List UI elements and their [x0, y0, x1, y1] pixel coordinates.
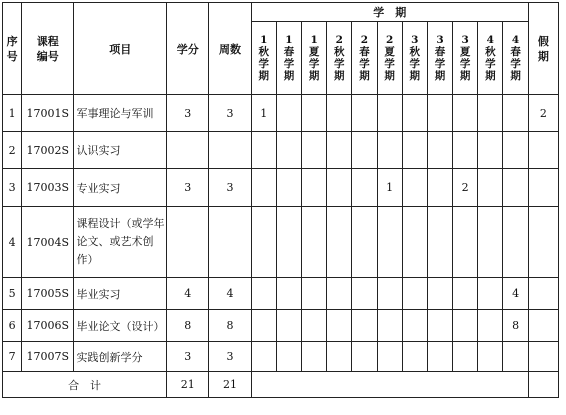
row-project: 课程设计（或学年论文、或艺术创作）	[74, 207, 167, 278]
row-vacation	[528, 310, 558, 342]
seq-header	[3, 3, 22, 95]
row-code: 17002S	[22, 132, 74, 169]
row-weeks: 3	[209, 342, 251, 372]
row-term-5	[352, 342, 377, 372]
row-term-7	[402, 310, 427, 342]
row-credit: 3	[167, 95, 209, 132]
row-code: 17005S	[22, 278, 74, 310]
total-credit: 21	[167, 372, 209, 398]
row-term-9	[453, 278, 478, 310]
term-header-char: 期	[359, 70, 370, 82]
row-term-5	[352, 169, 377, 207]
total-terms-empty	[251, 372, 528, 398]
table-row	[3, 310, 559, 342]
total-label: 合 计	[3, 372, 167, 398]
row-code: 17004S	[22, 207, 74, 278]
row-code: 17006S	[22, 310, 74, 342]
row-term-4	[327, 132, 352, 169]
row-code: 17001S	[22, 95, 74, 132]
code-header-line2: 编号	[36, 49, 59, 63]
row-term-7	[402, 169, 427, 207]
row-term-10	[478, 342, 503, 372]
row-term-9: 2	[453, 169, 478, 207]
row-term-7	[402, 342, 427, 372]
row-credit	[167, 132, 209, 169]
term-header-char: 春	[510, 46, 521, 58]
row-term-6	[377, 207, 402, 278]
row-term-7	[402, 278, 427, 310]
credit-header: 学分	[167, 3, 209, 95]
row-code: 17007S	[22, 342, 74, 372]
row-term-6	[377, 310, 402, 342]
row-term-3	[302, 169, 327, 207]
row-term-11: 4	[503, 278, 528, 310]
row-term-3	[302, 207, 327, 278]
row-term-11	[503, 342, 528, 372]
row-term-9	[453, 342, 478, 372]
row-term-10	[478, 169, 503, 207]
row-term-5	[352, 278, 377, 310]
term-header-9	[453, 22, 478, 95]
total-weeks: 21	[209, 372, 251, 398]
term-header-char: 学	[359, 58, 370, 70]
vacation-header	[528, 3, 558, 95]
row-term-2	[276, 278, 301, 310]
term-header-char: 1	[260, 34, 268, 46]
table-row	[3, 132, 559, 169]
term-header-char: 秋	[485, 46, 496, 58]
table-row	[3, 342, 559, 372]
term-header-char: 学	[258, 58, 270, 70]
row-term-3	[302, 95, 327, 132]
row-term-11: 8	[503, 310, 528, 342]
schedule-table-container	[2, 2, 559, 398]
term-header-char: 秋	[258, 46, 270, 58]
row-term-3	[302, 310, 327, 342]
row-term-4	[327, 342, 352, 372]
row-weeks: 3	[209, 169, 251, 207]
row-weeks: 8	[209, 310, 251, 342]
row-term-4	[327, 95, 352, 132]
row-vacation: 2	[528, 95, 558, 132]
row-term-11	[503, 95, 528, 132]
table-header	[3, 3, 559, 95]
term-header-char: 夏	[384, 46, 395, 58]
term-header-char: 期	[283, 70, 295, 82]
row-term-4	[327, 207, 352, 278]
row-seq: 3	[3, 169, 22, 207]
term-header-char: 期	[384, 70, 395, 82]
term-header-8	[427, 22, 452, 95]
term-header-5	[352, 22, 377, 95]
vacation-header-line2: 期	[537, 49, 549, 63]
table-row	[3, 207, 559, 278]
row-term-2	[276, 132, 301, 169]
total-vacation-empty	[528, 372, 558, 398]
row-credit: 3	[167, 169, 209, 207]
row-term-3	[302, 278, 327, 310]
row-term-9	[453, 95, 478, 132]
row-vacation	[528, 342, 558, 372]
row-term-5	[352, 310, 377, 342]
row-project: 军事理论与军训	[74, 95, 167, 132]
row-seq: 1	[3, 95, 22, 132]
row-seq: 4	[3, 207, 22, 278]
term-header-char: 期	[308, 70, 320, 82]
row-term-5	[352, 207, 377, 278]
term-header-char: 秋	[334, 46, 345, 58]
row-term-8	[427, 132, 452, 169]
total-row	[3, 372, 559, 398]
row-weeks	[209, 207, 251, 278]
row-term-6	[377, 95, 402, 132]
row-term-8	[427, 342, 452, 372]
term-header-char: 夏	[308, 46, 320, 58]
row-seq: 6	[3, 310, 22, 342]
weeks-header: 周数	[209, 3, 251, 95]
row-vacation	[528, 278, 558, 310]
term-header-char: 秋	[409, 46, 421, 58]
term-header-char: 期	[510, 70, 521, 82]
row-term-2	[276, 95, 301, 132]
term-header-char: 学	[283, 58, 295, 70]
term-header-char: 期	[459, 70, 471, 82]
row-vacation	[528, 169, 558, 207]
row-term-8	[427, 310, 452, 342]
term-header-char: 期	[258, 70, 270, 82]
term-header-char: 1	[310, 34, 318, 46]
term-header-char: 期	[485, 70, 496, 82]
row-term-2	[276, 342, 301, 372]
seq-header-line1: 序	[6, 34, 18, 48]
row-project: 毕业论文（设计）	[74, 310, 167, 342]
row-project: 认识实习	[74, 132, 167, 169]
row-credit: 4	[167, 278, 209, 310]
row-term-5	[352, 132, 377, 169]
row-project: 实践创新学分	[74, 342, 167, 372]
row-term-10	[478, 95, 503, 132]
code-header	[22, 3, 74, 95]
row-term-6	[377, 342, 402, 372]
term-header-char: 3	[461, 34, 469, 46]
term-header-char: 期	[409, 70, 421, 82]
row-term-10	[478, 132, 503, 169]
row-term-6	[377, 132, 402, 169]
term-header-char: 3	[411, 34, 419, 46]
row-term-9	[453, 207, 478, 278]
practice-schedule-table	[2, 2, 559, 398]
term-header-char: 学	[384, 58, 395, 70]
code-header-line1: 课程	[36, 34, 59, 48]
row-term-7	[402, 207, 427, 278]
row-term-1	[251, 278, 276, 310]
row-term-6	[377, 278, 402, 310]
term-header-char: 春	[434, 46, 446, 58]
project-header: 项目	[74, 3, 167, 95]
row-weeks	[209, 132, 251, 169]
row-term-10	[478, 310, 503, 342]
row-term-1	[251, 207, 276, 278]
table-row	[3, 278, 559, 310]
term-header-char: 2	[360, 34, 369, 46]
row-term-5	[352, 95, 377, 132]
row-credit	[167, 207, 209, 278]
row-term-4	[327, 169, 352, 207]
term-header-char: 4	[486, 34, 494, 46]
row-term-1: 1	[251, 95, 276, 132]
term-header-6	[377, 22, 402, 95]
vacation-header-line1: 假	[537, 34, 549, 48]
row-term-4	[327, 310, 352, 342]
row-seq: 5	[3, 278, 22, 310]
row-term-11	[503, 207, 528, 278]
term-header-11	[503, 22, 528, 95]
row-term-8	[427, 95, 452, 132]
row-term-8	[427, 169, 452, 207]
row-term-1	[251, 169, 276, 207]
row-seq: 2	[3, 132, 22, 169]
row-code: 17003S	[22, 169, 74, 207]
term-header-char: 2	[385, 34, 394, 46]
row-term-2	[276, 310, 301, 342]
table-row	[3, 169, 559, 207]
term-header-char: 夏	[459, 46, 471, 58]
term-header-3	[302, 22, 327, 95]
term-header-char: 春	[283, 46, 295, 58]
row-credit: 3	[167, 342, 209, 372]
term-header-char: 1	[285, 34, 293, 46]
term-header-char: 学	[459, 58, 471, 70]
row-term-9	[453, 132, 478, 169]
row-term-7	[402, 132, 427, 169]
row-term-11	[503, 169, 528, 207]
term-header-char: 2	[335, 34, 343, 46]
term-header-char: 春	[359, 46, 370, 58]
row-term-1	[251, 342, 276, 372]
seq-header-line2: 号	[6, 49, 18, 63]
row-term-1	[251, 132, 276, 169]
table-body	[3, 95, 559, 372]
row-term-4	[327, 278, 352, 310]
row-term-7	[402, 95, 427, 132]
term-header-10	[478, 22, 503, 95]
row-term-1	[251, 310, 276, 342]
row-project: 专业实习	[74, 169, 167, 207]
row-vacation	[528, 207, 558, 278]
term-header-char: 学	[434, 58, 446, 70]
row-term-10	[478, 207, 503, 278]
table-row	[3, 95, 559, 132]
row-term-11	[503, 132, 528, 169]
term-header-char: 期	[434, 70, 446, 82]
row-credit: 8	[167, 310, 209, 342]
term-header-4	[327, 22, 352, 95]
term-header-char: 学	[510, 58, 521, 70]
term-header-char: 3	[436, 34, 444, 46]
term-header-char: 学	[308, 58, 320, 70]
row-seq: 7	[3, 342, 22, 372]
term-header-char: 期	[334, 70, 345, 82]
row-term-6: 1	[377, 169, 402, 207]
row-weeks: 4	[209, 278, 251, 310]
term-header-1	[251, 22, 276, 95]
row-project: 毕业实习	[74, 278, 167, 310]
row-term-3	[302, 132, 327, 169]
row-term-8	[427, 278, 452, 310]
row-weeks: 3	[209, 95, 251, 132]
term-header-2	[276, 22, 301, 95]
term-header-char: 学	[409, 58, 421, 70]
term-header-char: 学	[485, 58, 496, 70]
row-term-8	[427, 207, 452, 278]
term-header-char: 学	[334, 58, 345, 70]
term-header-7	[402, 22, 427, 95]
row-term-9	[453, 310, 478, 342]
row-term-10	[478, 278, 503, 310]
row-term-2	[276, 207, 301, 278]
term-group-header: 学 期	[251, 3, 528, 22]
row-term-3	[302, 342, 327, 372]
term-header-char: 4	[511, 34, 520, 46]
row-term-2	[276, 169, 301, 207]
row-vacation	[528, 132, 558, 169]
